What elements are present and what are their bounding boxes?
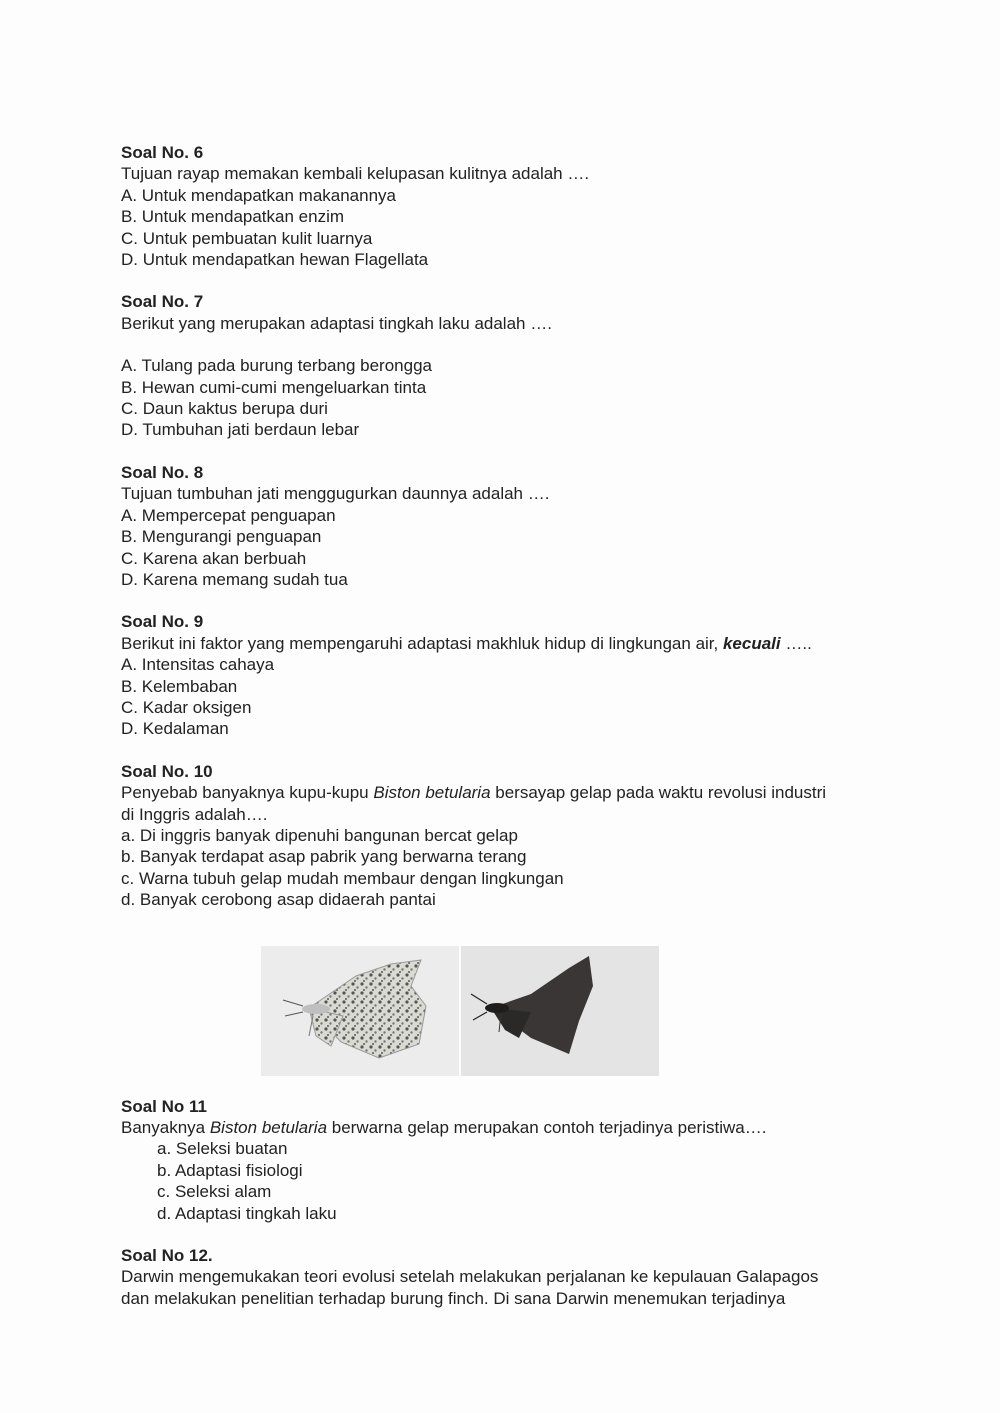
question-9 [121,611,891,739]
question-10-option-d[interactable]: d. Banyak cerobong asap didaerah pantai [121,890,436,910]
question-11-option-c[interactable]: c. Seleksi alam [157,1182,272,1202]
question-7 [121,291,891,440]
question-11-option-b[interactable]: b. Adaptasi fisiologi [157,1160,303,1180]
question-12-text-line-1: Darwin mengemukakan teori evolusi setelah melakukan perjalanan ke kepulauan Galapagos [121,1267,819,1287]
question-11-species: Biston betularia [209,1118,328,1137]
question-10-species: Biston betularia [373,783,491,803]
question-7-option-d[interactable]: D. Tumbuhan jati berdaun lebar [121,420,360,440]
question-8-option-c[interactable]: C. Karena akan berbuah [121,548,307,568]
question-10-option-a[interactable]: a. Di inggris banyak dipenuhi bangunan bercat gelap [121,825,518,845]
question-10-text-pre: Penyebab banyaknya kupu-kupu [121,783,374,803]
question-11-option-a[interactable]: a. Seleksi buatan [157,1139,288,1159]
question-11 [121,1096,891,1224]
question-10-title: Soal No. 10 [121,761,213,781]
question-6-title: Soal No. 6 [121,143,204,162]
question-12-text-line-2: dan melakukan penelitian terhadap burung finch. Di sana Darwin menemukan terjadinya [121,1288,786,1308]
question-6-option-d[interactable]: D. Untuk mendapatkan hewan Flagellata [121,250,429,270]
question-6-option-b[interactable]: B. Untuk mendapatkan enzim [121,207,345,227]
question-12 [121,1245,891,1309]
question-9-text-post: ….. [780,633,812,653]
question-12-title: Soal No 12. [121,1246,213,1266]
question-9-text [121,633,891,654]
question-7-option-a[interactable]: A. Tulang pada burung terbang berongga [121,356,432,376]
question-9-text-pre: Berikut ini faktor yang mempengaruhi adaptasi makhluk hidup di lingkungan air, [121,633,723,653]
question-6-text: Tujuan rayap memakan kembali kelupasan kulitnya adalah …. [121,164,590,184]
dark-moth-photo [461,946,659,1076]
question-7-title: Soal No. 7 [121,292,204,312]
question-8 [121,462,891,590]
question-10-text [121,782,841,825]
question-11-text-pre: Banyaknya [121,1118,210,1137]
question-6-option-c[interactable]: C. Untuk pembuatan kulit luarnya [121,228,373,248]
question-11-title: Soal No 11 [121,1096,207,1116]
question-7-option-b[interactable]: B. Hewan cumi-cumi mengeluarkan tinta [121,377,427,397]
question-8-text: Tujuan tumbuhan jati menggugurkan daunnya adalah …. [121,484,550,504]
question-10 [121,761,891,911]
question-8-option-d[interactable]: D. Karena memang sudah tua [121,569,348,589]
question-list [121,142,891,1309]
question-6-option-a[interactable]: A. Untuk mendapatkan makanannya [121,185,397,205]
question-7-option-c[interactable]: C. Daun kaktus berupa duri [121,399,328,419]
question-7-text: Berikut yang merupakan adaptasi tingkah laku adalah …. [121,313,552,333]
question-10-text-post: bersayap gelap pada waktu revolusi industri di Inggris adalah…. [121,783,827,824]
question-8-title: Soal No. 8 [121,462,204,482]
question-9-option-b[interactable]: B. Kelembaban [121,676,238,696]
question-9-title: Soal No. 9 [121,612,204,632]
question-11-text-post: berwarna gelap merupakan contoh terjadinya peristiwa…. [327,1118,767,1137]
question-8-option-a[interactable]: A. Mempercepat penguapan [121,505,336,525]
moth-photos [121,946,891,1076]
question-9-emphasis: kecuali [722,633,781,653]
question-9-option-d[interactable]: D. Kedalaman [121,719,229,739]
question-10-option-c[interactable]: c. Warna tubuh gelap mudah membaur dengan lingkungan [121,868,564,888]
question-9-option-a[interactable]: A. Intensitas cahaya [121,655,275,675]
question-9-option-c[interactable]: C. Kadar oksigen [121,697,252,717]
question-6 [121,142,891,270]
question-10-option-b[interactable]: b. Banyak terdapat asap pabrik yang berwarna terang [121,847,527,867]
question-8-option-b[interactable]: B. Mengurangi penguapan [121,527,322,547]
question-11-option-d[interactable]: d. Adaptasi tingkah laku [157,1203,337,1223]
question-11-text [121,1117,891,1138]
light-moth-photo [261,946,459,1076]
